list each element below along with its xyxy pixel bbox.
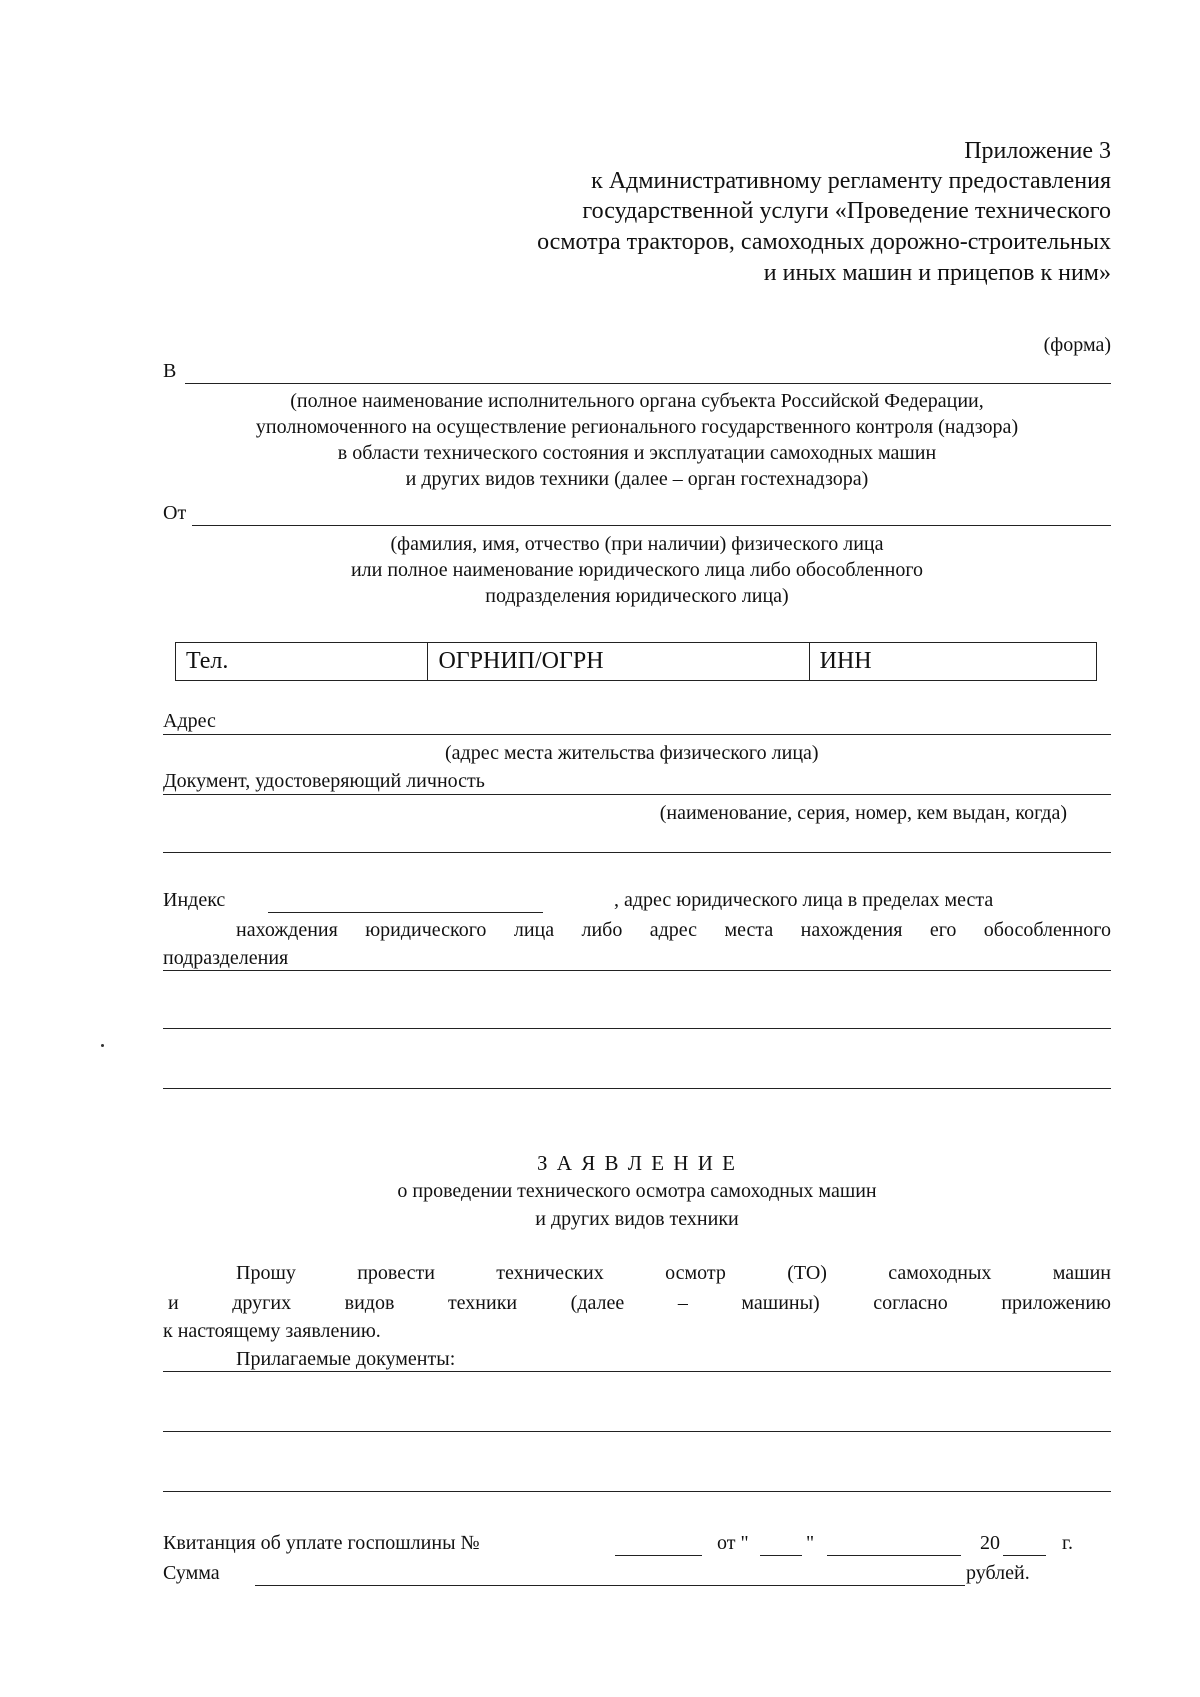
legal-address-field-line-2[interactable] <box>163 1028 1111 1029</box>
appendix-line-3: государственной услуги «Проведение технического <box>582 198 1111 224</box>
statement-subtitle-1: о проведении технического осмотра самоходных машин <box>397 1180 877 1202</box>
statement-word: технических <box>496 1262 604 1284</box>
appendix-line-2: к Административному регламенту предоставления <box>591 168 1111 194</box>
legal-address-field-line-3[interactable] <box>163 1088 1111 1089</box>
ogrn-cell[interactable] <box>428 643 809 680</box>
statement-word: провести <box>357 1262 435 1284</box>
to-hint-1: (полное наименование исполнительного органа субъекта Российской Федерации, <box>290 390 984 412</box>
appendix-number: Приложение 3 <box>964 138 1111 164</box>
from-label: От <box>163 502 187 524</box>
phone-label: Тел. <box>186 648 229 674</box>
scan-speck <box>101 1044 104 1047</box>
statement-word: техники <box>447 1292 518 1314</box>
legal-address-tail-1: , адрес юридического лица в пределах места <box>614 889 994 911</box>
statement-word: видов <box>344 1292 395 1314</box>
sum-label: Сумма <box>163 1562 220 1584</box>
statement-body-line-3: к настоящему заявлению. <box>163 1320 381 1342</box>
to-field-line[interactable] <box>185 383 1111 384</box>
statement-word: приложению <box>1001 1292 1111 1314</box>
identity-doc-extra-line[interactable] <box>163 852 1111 853</box>
form-label: (форма) <box>1043 334 1111 356</box>
appendix-line-5: и иных машин и прицепов к ним» <box>763 260 1111 286</box>
statement-word: – <box>677 1292 688 1314</box>
statement-word: (далее <box>570 1292 625 1314</box>
address-field-line[interactable] <box>163 734 1111 735</box>
to-hint-4: и других видов техники (далее – орган гостехнадзора) <box>405 468 869 490</box>
statement-word: осмотр <box>665 1262 726 1284</box>
receipt-month-line[interactable] <box>827 1555 961 1556</box>
receipt-number-line[interactable] <box>615 1555 702 1556</box>
statement-word: других <box>232 1292 292 1314</box>
receipt-year-suffix: г. <box>1062 1532 1073 1554</box>
from-hint-2: или полное наименование юридического лица либо обособленного <box>350 559 924 581</box>
phone-cell[interactable] <box>176 643 428 680</box>
statement-subtitle-2: и других видов техники <box>535 1208 739 1230</box>
receipt-day-line[interactable] <box>760 1555 802 1556</box>
receipt-quote-close: " <box>806 1532 815 1554</box>
inn-cell[interactable] <box>810 643 1096 680</box>
to-label: В <box>163 360 177 382</box>
from-hint-1: (фамилия, имя, отчество (при наличии) физического лица <box>390 533 884 555</box>
receipt-year-line[interactable] <box>1003 1555 1046 1556</box>
legal-address-line-3: подразделения <box>163 947 289 969</box>
statement-word: (ТО) <box>787 1262 827 1284</box>
receipt-from-label: от " <box>717 1532 749 1554</box>
from-field-line[interactable] <box>192 525 1111 526</box>
sum-field-line[interactable] <box>255 1585 965 1586</box>
receipt-year-prefix: 20 <box>980 1532 1000 1554</box>
ogrn-label: ОГРНИП/ОГРН <box>438 648 604 674</box>
attached-docs-line-1[interactable] <box>163 1371 1111 1372</box>
statement-word: машин <box>1052 1262 1111 1284</box>
statement-body-line-1 <box>236 1260 1111 1286</box>
legal-address-line-2: нахождения юридического лица либо адрес места нахождения его обособленного <box>236 919 1111 941</box>
statement-word: машины) <box>741 1292 820 1314</box>
statement-word: и <box>168 1292 179 1314</box>
statement-title: З А Я В Л Е Н И Е <box>537 1151 737 1175</box>
legal-address-field-line-1[interactable] <box>163 970 1111 971</box>
statement-word: самоходных <box>888 1262 992 1284</box>
identity-doc-field-line[interactable] <box>163 794 1111 795</box>
to-hint-3: в области технического состояния и эксплуатации самоходных машин <box>337 442 937 464</box>
sum-currency: рублей. <box>966 1562 1030 1584</box>
address-label: Адрес <box>163 710 216 732</box>
inn-label: ИНН <box>819 648 872 674</box>
to-hint-2: уполномоченного на осуществление регионального государственного контроля (надзора) <box>255 416 1019 438</box>
statement-body-line-2 <box>168 1290 1111 1316</box>
attached-docs-line-3[interactable] <box>163 1491 1111 1492</box>
from-hint-3: подразделения юридического лица) <box>485 585 789 607</box>
index-field-line[interactable] <box>268 912 543 913</box>
index-label: Индекс <box>163 889 226 911</box>
attached-docs-line-2[interactable] <box>163 1431 1111 1432</box>
appendix-line-4: осмотра тракторов, самоходных дорожно-строительных <box>537 229 1111 255</box>
identity-doc-label: Документ, удостоверяющий личность <box>163 770 485 792</box>
address-hint: (адрес места жительства физического лица) <box>445 742 819 764</box>
statement-word: согласно <box>873 1292 948 1314</box>
statement-word: Прошу <box>236 1262 296 1284</box>
identity-doc-hint: (наименование, серия, номер, кем выдан, когда) <box>659 802 1067 824</box>
contact-table <box>175 642 1097 681</box>
receipt-label: Квитанция об уплате госпошлины № <box>163 1532 480 1554</box>
attached-docs-label: Прилагаемые документы: <box>236 1348 456 1370</box>
